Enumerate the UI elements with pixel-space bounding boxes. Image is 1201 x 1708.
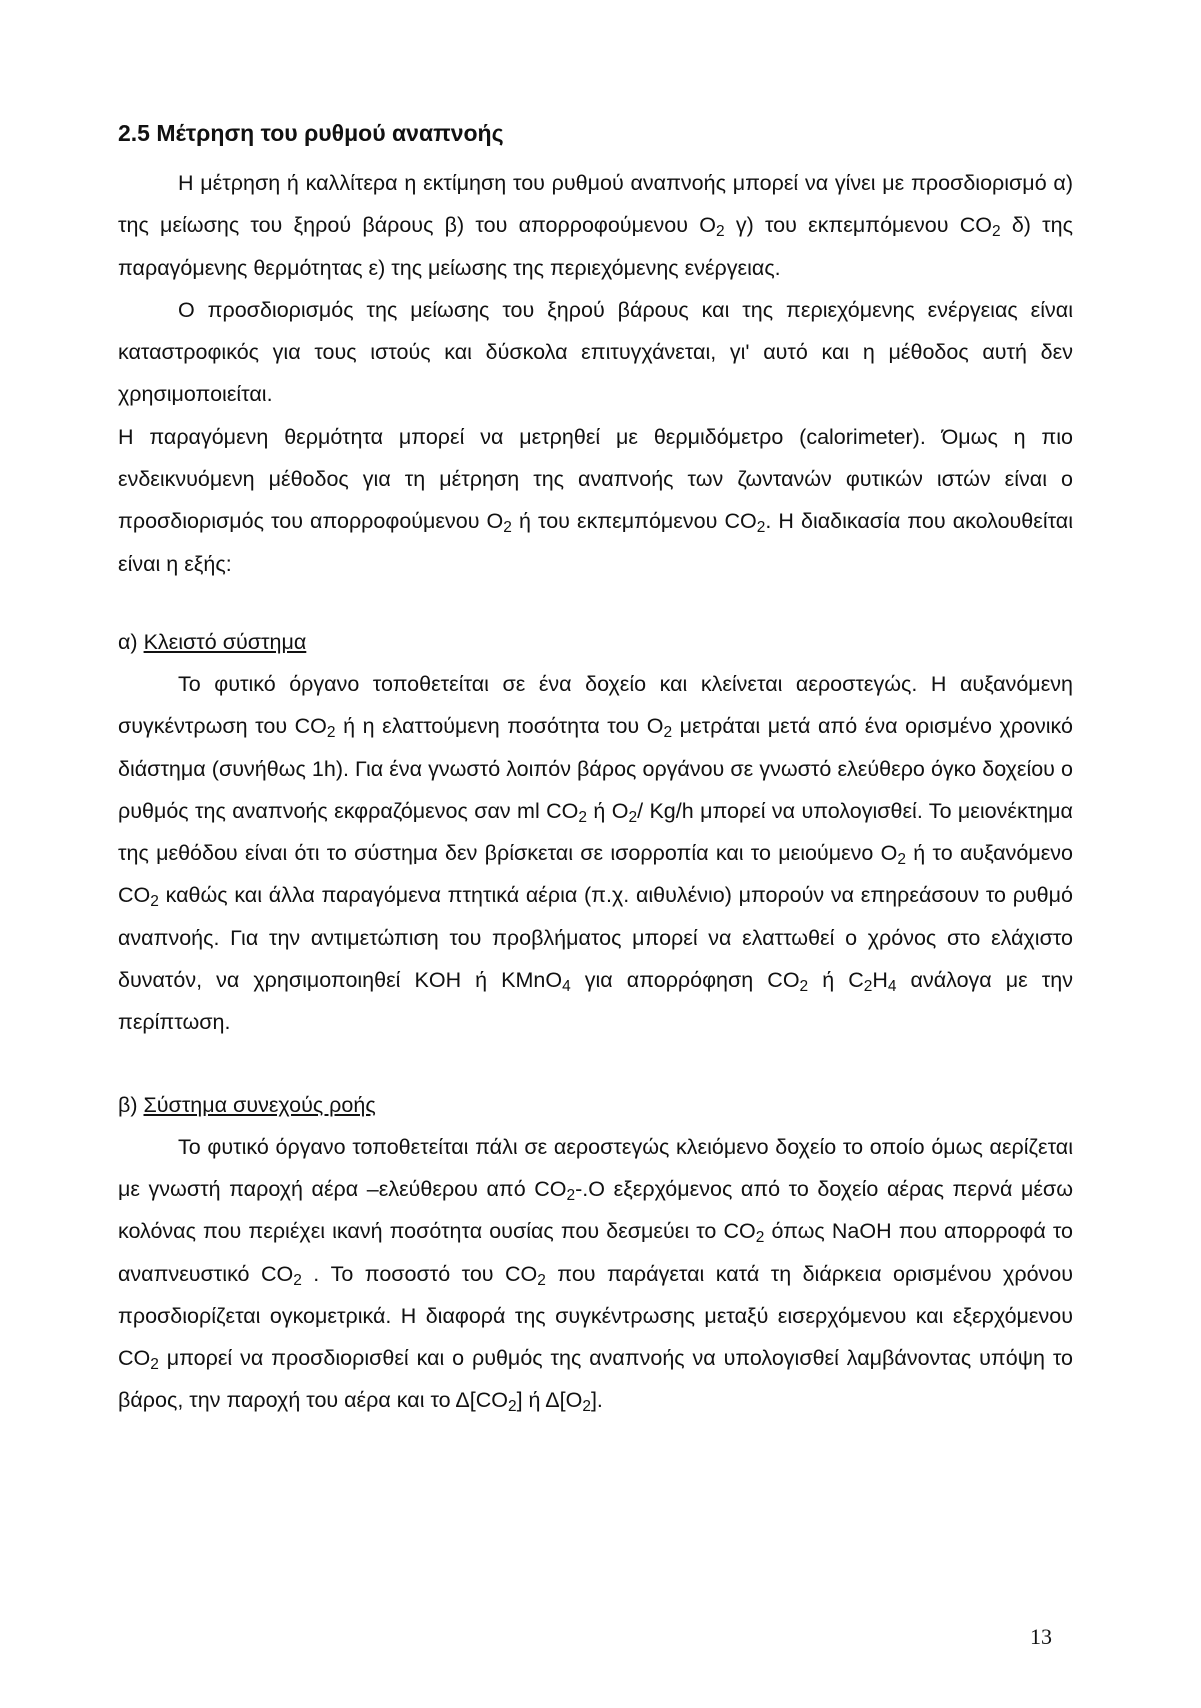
subscript: 2 bbox=[663, 724, 673, 742]
intro-paragraph-3: Η παραγόμενη θερμότητα μπορεί να μετρηθεί με θερμιδόμετρο (calorimeter). Όμως η πιο ενδεικνυόμενη μέθοδος για τη μέτρηση της αναπνοής των ζωντανών φυτικών ιστών είναι ο προσδιορισμός του απορροφούμενου $O_2$ ή του εκπεμπόμενου $CO_2$. Η διαδικασία που ακολουθείται είναι η εξής: bbox=[118, 424, 1074, 576]
page-number: 13 bbox=[1030, 1624, 1052, 1649]
closed-system-label bbox=[118, 621, 1073, 663]
closed-system-title: Κλειστό σύστημα bbox=[143, 629, 307, 654]
subscript: 2 bbox=[897, 851, 906, 869]
subscript: 4 bbox=[562, 977, 571, 995]
subscript: 2 bbox=[566, 1186, 576, 1204]
subscript: 2 bbox=[507, 1398, 517, 1416]
subscript: 4 bbox=[887, 977, 897, 995]
continuous-flow-paragraph: Το φυτικό όργανο τοποθετείται πάλι σε αεροστεγώς κλειόμενο δοχείο το οποίο όμως αερίζεται με γνωστή παροχή αέρα –ελεύθερου από $CO_2-.O$ εξερχόμενος από το δοχείο αέρας περνά μέσω κολόνας που περιέχει ικανή ποσότητα ουσίας που δεσμεύει το $CO_2$ όπως NaOH που απορροφά το αναπνευστικό $CO_2$ . Το ποσοστό του $CO_2$ που παράγεται κατά τη διάρκεια ορισμένου χρόνου προσδιορίζεται ογκομετρικά. Η διαφορά της συγκέντρωσης μεταξύ εισερχόμενου και εξερχόμενου $CO_2$ μπορεί να προσδιορισθεί και ο ρυθμός της αναπνοής να υπολογισθεί λαμβάνοντας υπόψη το βάρος, την παροχή του αέρα και το $\Delta[CO_2]$ ή $\Delta[O_2]$. bbox=[118, 1134, 1073, 1416]
subscript: 2 bbox=[799, 977, 809, 995]
subscript: 2 bbox=[755, 1229, 765, 1247]
subscript: 2 bbox=[578, 808, 587, 826]
continuous-flow-prefix: β) bbox=[118, 1092, 144, 1117]
continuous-flow-title: Σύστημα συνεχούς ροής bbox=[143, 1092, 376, 1117]
document-page bbox=[118, 118, 1073, 1422]
closed-system-prefix: α) bbox=[118, 629, 144, 654]
intro-paragraph-1: Η μέτρηση ή καλλίτερα η εκτίμηση του ρυθμού αναπνοής μπορεί να γίνει με προσδιορισμό α) της μείωσης του ξηρού βάρους β) του απορροφούμενου $O_2$ γ) του εκπεμπόμενου $CO_2$ δ) της παραγόμενης θερμότητας ε) της μείωσης της περιεχόμενης ενέργειας. bbox=[118, 171, 1073, 280]
subscript: 2 bbox=[150, 1355, 159, 1373]
subscript: 2 bbox=[756, 519, 766, 537]
subscript: 2 bbox=[293, 1271, 302, 1289]
subscript: 2 bbox=[863, 977, 873, 995]
intro-paragraph-2: Ο προσδιορισμός της μείωσης του ξηρού βάρους και της περιεχόμενης ενέργειας είναι καταστροφικός για τους ιστούς και δύσκολα επιτυγχάνεται, γι' αυτό και η μέθοδος αυτή δεν χρησιμοποιείται. bbox=[118, 297, 1073, 407]
subscript: 2 bbox=[715, 223, 725, 241]
subscript: 2 bbox=[582, 1398, 591, 1416]
closed-system-paragraph: Το φυτικό όργανο τοποθετείται σε ένα δοχείο και κλείνεται αεροστεγώς. Η αυξανόμενη συγκέντρωση του $CO_2$ ή η ελαττούμενη ποσότητα του $O_2$ μετράται μετά από ένα ορισμένο χρονικό διάστημα (συνήθως 1h). Για ένα γνωστό λοιπόν βάρος οργάνου σε γνωστό ελεύθερο όγκο δοχείου ο ρυθμός της αναπνοής εκφραζόμενος σαν ml $CO_2$ ή $O_2/$ Kg/h μπορεί να υπολογισθεί. Το μειονέκτημα της μεθόδου είναι ότι το σύστημα δεν βρίσκεται σε ισορροπία και το μειούμενο $O_2$ ή το αυξανόμενο $CO_2$ καθώς και άλλα παραγόμενα πτητικά αέρια (π.χ. αιθυλένιο) μπορούν να επηρεάσουν το ρυθμό αναπνοής. Για την αντιμετώπιση του προβλήματος μπορεί να ελαττωθεί ο χρόνος στο ελάχιστο δυνατόν, να χρησιμοποιηθεί KOH ή KMnO$_4$ για απορρόφηση $CO_2$ ή $C_2H_4$ ανάλογα με την περίπτωση. bbox=[118, 671, 1074, 1035]
subscript: 2 bbox=[150, 893, 159, 911]
continuous-flow-label bbox=[118, 1084, 1073, 1126]
subscript: 2 bbox=[628, 808, 638, 826]
subscript: 2 bbox=[503, 519, 512, 537]
subscript: 2 bbox=[991, 223, 1001, 241]
section-heading: 2.5 Μέτρηση του ρυθμού αναπνοής bbox=[118, 120, 504, 146]
subscript: 2 bbox=[326, 724, 336, 742]
subscript: 2 bbox=[537, 1271, 546, 1289]
